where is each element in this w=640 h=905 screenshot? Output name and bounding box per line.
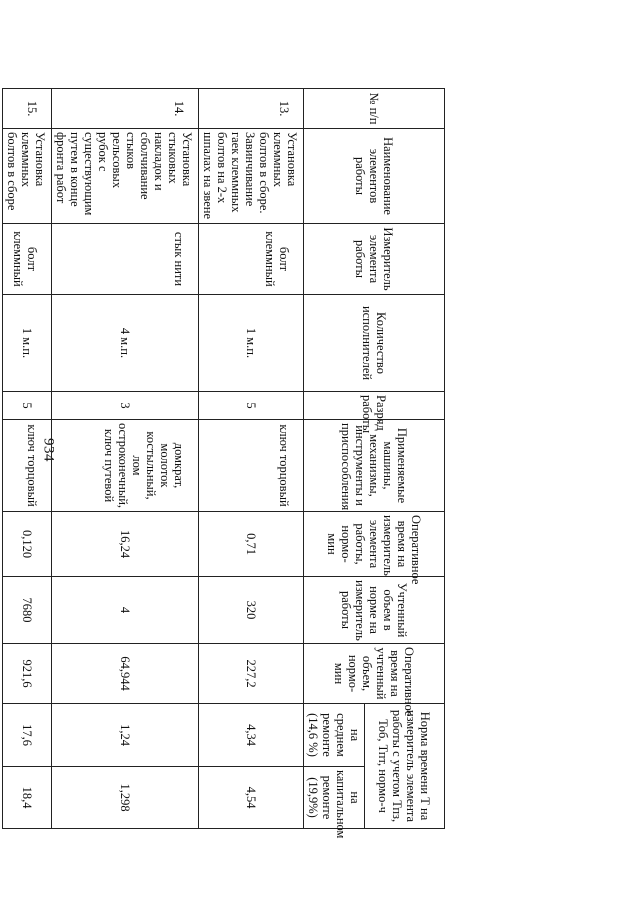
cell-num: 15. (3, 89, 52, 129)
header-unit: Измеритель элемента работы (304, 224, 445, 295)
cell-unit: стык нити (52, 224, 199, 295)
cell-name: Установка клеммных болтов в сборе. Завинчивание гаек клеммных болтов на 2-х шпалах на звене (199, 129, 304, 224)
table-row (199, 89, 304, 829)
cell-workers: 4 м.п. (52, 295, 199, 392)
cell-workers: 1 м.п. (199, 295, 304, 392)
cell-norm-mid: 1,24 (52, 704, 199, 767)
cell-volume: 4 (52, 577, 199, 644)
header-norm-group: Норма времени Т на измеритель элемента работы с учетом Тпз, Тоб, Тпт, нормо-ч (365, 704, 445, 829)
cell-norm-mid: 4,34 (199, 704, 304, 767)
table-row (52, 89, 199, 829)
header-workers: Количество исполнителей (304, 295, 445, 392)
cell-tools: ключ торцовый (3, 420, 52, 512)
cell-norm-cap: 1,298 (52, 767, 199, 829)
cell-volume: 7680 (3, 577, 52, 644)
cell-op-time-element: 16,24 (52, 512, 199, 577)
page-number: 934 (40, 438, 57, 462)
cell-num: 13. (199, 89, 304, 129)
header-row (365, 89, 445, 829)
cell-grade: 3 (52, 392, 199, 420)
cell-norm-cap: 4,54 (199, 767, 304, 829)
table-row (3, 89, 52, 829)
header-volume: Учтенный объем в норме на измеритель работы (304, 577, 445, 644)
cell-name: Установка стыковых накладок и сболчивание стыков рельсовых рубок с существующим путем в конце фронта работ (52, 129, 199, 224)
cell-op-time-element: 0,71 (199, 512, 304, 577)
cell-name: Установка клеммных болтов в сборе (3, 129, 52, 224)
header-op-time-volume: Оперативное время на учтенный объем, нормо-мин (304, 644, 445, 704)
cell-unit: болт клеммный (3, 224, 52, 295)
cell-op-time-volume: 227,2 (199, 644, 304, 704)
header-op-time-element: Оперативное время на измеритель элемента работы, нормо-мин (304, 512, 445, 577)
header-norm-mid: на среднем ремонте (14,6 %) (304, 704, 365, 767)
cell-op-time-volume: 921,6 (3, 644, 52, 704)
cell-tools: домкрат, молоток костыльный, лом остроконечный, ключ путевой (52, 420, 199, 512)
cell-norm-cap: 18,4 (3, 767, 52, 829)
cell-op-time-element: 0,120 (3, 512, 52, 577)
work-norm-table (2, 88, 445, 839)
cell-norm-mid: 17,6 (3, 704, 52, 767)
header-num: № п/п (304, 89, 445, 129)
header-grade: Разряд работы (304, 392, 445, 420)
cell-num: 14. (52, 89, 199, 129)
cell-op-time-volume: 64,944 (52, 644, 199, 704)
header-name: Наименование элементов работы (304, 129, 445, 224)
header-norm-cap: на капитальном ремонте (19,9%) (304, 767, 365, 829)
header-tools: Применяемые машины, механизмы, инструменты и приспособления (304, 420, 445, 512)
cell-volume: 320 (199, 577, 304, 644)
cell-workers: 1 м.п. (3, 295, 52, 392)
cell-unit: болт клеммный (199, 224, 304, 295)
cell-tools: ключ торцовый (199, 420, 304, 512)
cell-grade: 5 (199, 392, 304, 420)
cell-grade: 5 (3, 392, 52, 420)
